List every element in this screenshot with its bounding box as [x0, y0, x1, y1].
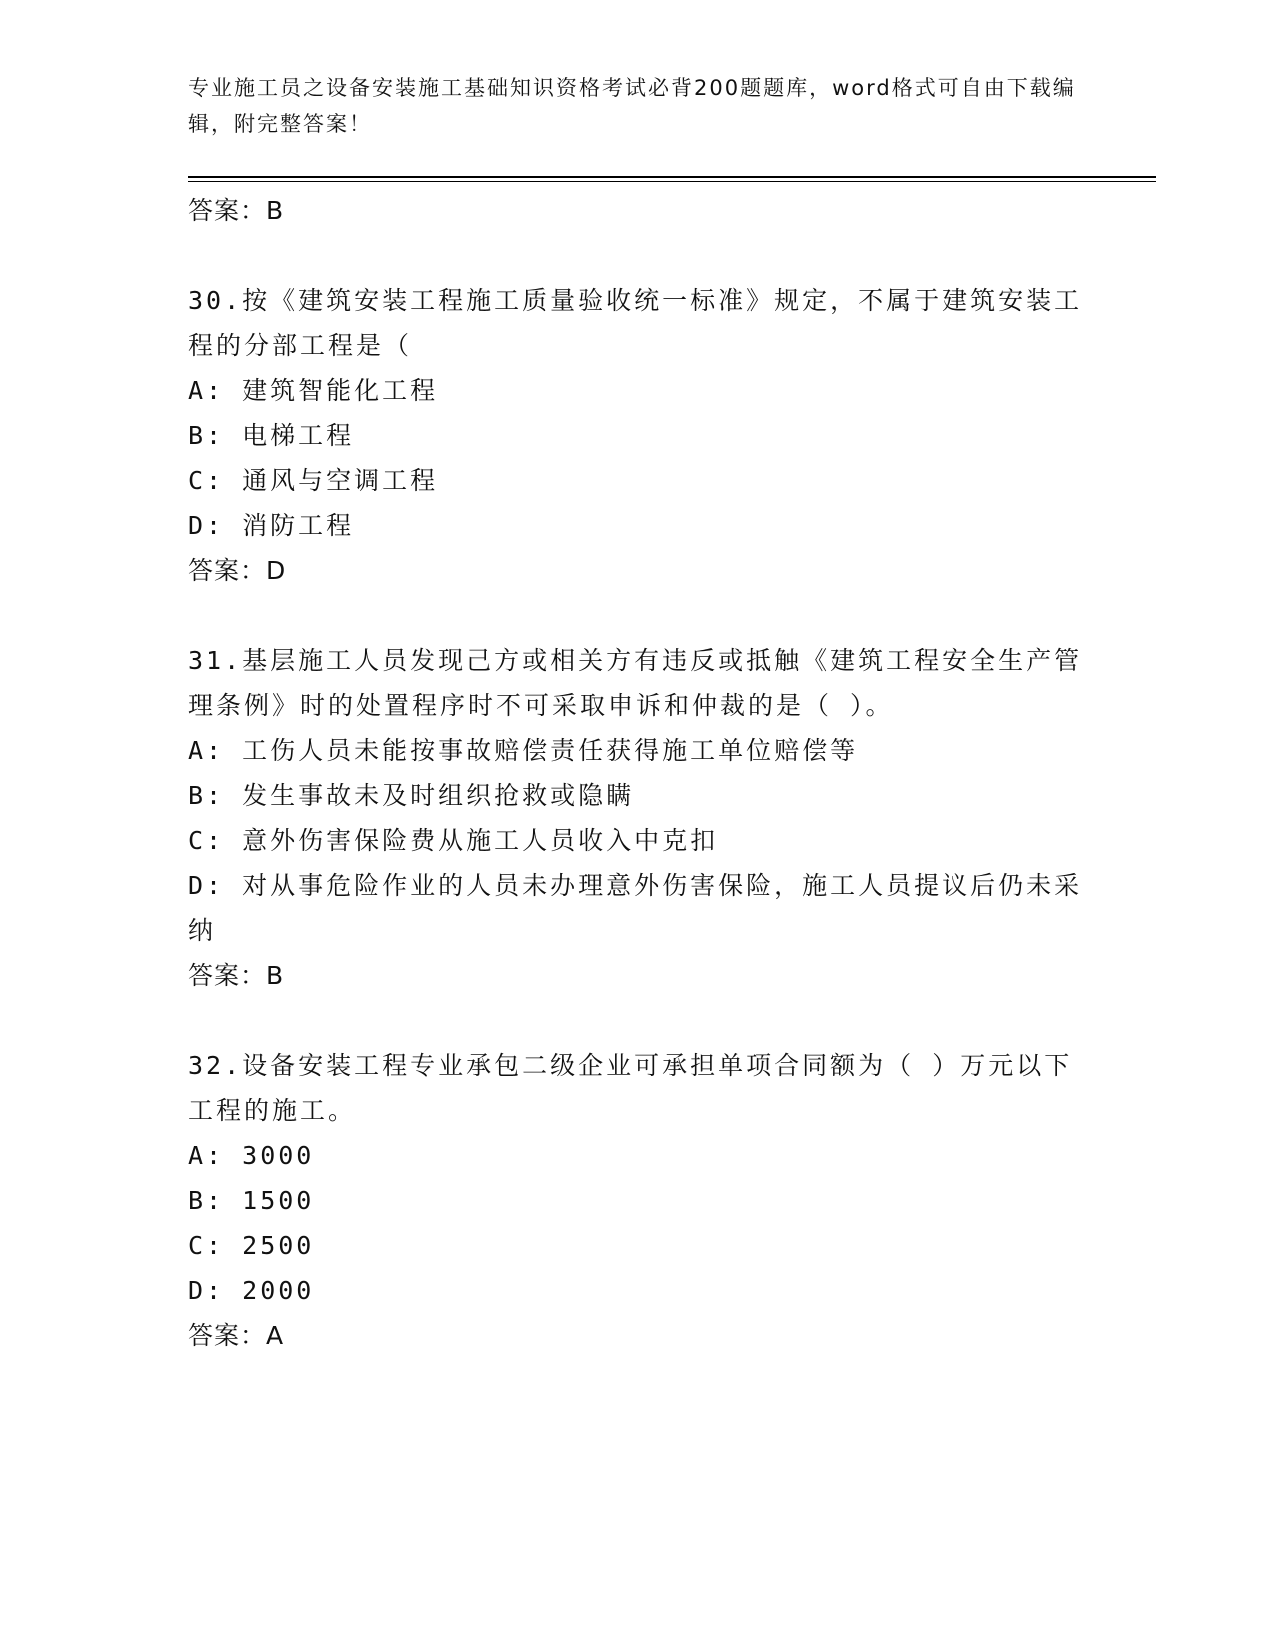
option-b: B: 1500	[188, 1186, 315, 1215]
option-c: C: 通风与空调工程	[188, 466, 439, 495]
option-b: B: 发生事故未及时组织抢救或隐瞒	[188, 781, 635, 810]
spacer	[188, 593, 1088, 638]
option-a: A: 工伤人员未能按事故赔偿责任获得施工单位赔偿等	[188, 736, 859, 765]
option-d: D: 2000	[188, 1276, 315, 1305]
document-header-title: 专业施工员之设备安装施工基础知识资格考试必背200题题库，word格式可自由下载编辑，附完整答案！	[188, 76, 1076, 136]
option-b: B: 电梯工程	[188, 421, 355, 450]
question-block	[188, 278, 1088, 593]
question-stem: 30.按《建筑安装工程施工质量验收统一标准》规定，不属于建筑安装工程的分部工程是（	[188, 286, 1083, 360]
spacer	[188, 998, 1088, 1043]
option-c: C: 2500	[188, 1231, 315, 1260]
option-c: C: 意外伤害保险费从施工人员收入中克扣	[188, 826, 719, 855]
option-a: A: 3000	[188, 1141, 315, 1170]
option-a: A: 建筑智能化工程	[188, 376, 439, 405]
option-d: D: 消防工程	[188, 511, 355, 540]
question-stem: 32.设备安装工程专业承包二级企业可承担单项合同额为（ ）万元以下工程的施工。	[188, 1051, 1073, 1125]
header-rule-thick	[188, 176, 1156, 178]
document-body	[188, 188, 1088, 1358]
answer-line: 答案：B	[188, 961, 285, 990]
question-block	[188, 638, 1088, 998]
option-d: D: 对从事危险作业的人员未办理意外伤害保险，施工人员提议后仍未采纳	[188, 871, 1083, 945]
answer-line: 答案：A	[188, 1321, 285, 1350]
answer-line: 答案：D	[188, 556, 287, 585]
answer-line: 答案：B	[188, 196, 285, 225]
question-stem: 31.基层施工人员发现己方或相关方有违反或抵触《建筑工程安全生产管理条例》时的处置程序时不可采取申诉和仲裁的是（ ）。	[188, 646, 1083, 720]
spacer	[188, 233, 1088, 278]
header-rule-thin	[188, 181, 1156, 182]
question-block	[188, 1043, 1088, 1358]
